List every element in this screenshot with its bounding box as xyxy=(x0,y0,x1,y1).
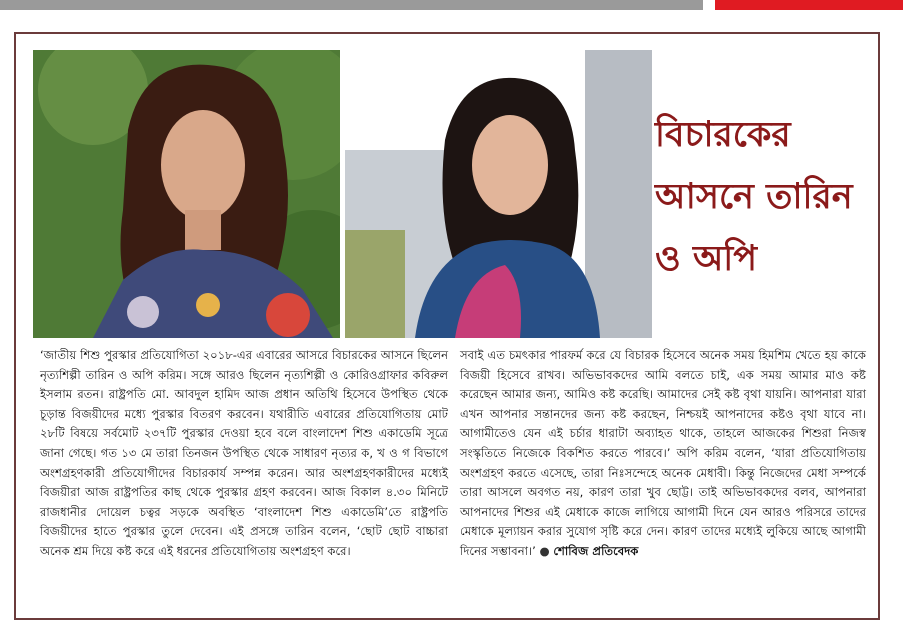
headline-line-3: ও অপি xyxy=(655,239,758,279)
article-body-column-2-text: সবাই এত চমৎকার পারফর্ম করে যে বিচারক হিসেবে অনেক সময় হিমশিম খেতে হয় কাকে বিজয়ী হিসেবে রাখব। অভিভাবকদের আমি বলতে চাই, এক সময় আমার মাও কষ্ট করেছেন আমার জন্য, আমিও কষ্ট করেছি। আমাদের সেই কষ্ট বৃথা যায়নি। আপনারা যারা এখন আপনার সন্তানদের জন্য কষ্ট করছেন, নিশ্চয়ই আপনাদের কষ্টও বৃথা যাবে না। আগামীতেও যেন এই চর্চার ধারাটা অব্যাহত থাকে, তাহলে আজকের শিশুরা নিজস্ব সংস্কৃতিতে নিজেকে বিকশিত করতে পারবে।’ অপি করিম বলেন, ‘যারা প্রতিযোগিতায় অংশগ্রহণ করতে এসেছে, তারা নিঃসন্দেহে অনেক মেধাবী। কিন্তু নিজেদের মেধা সম্পর্কে তারা আসলে অবগত নয়, কারণ তারা খুব ছোট্ট। তাই অভিভাবকদের বলব, আপনারা আপনাদের শিশুর এই মেধাকে কাজে লাগিয়ে আগামী দিনে যেন আরও পরিসরে তাদের মেধাকে মূল্যায়ন করার সুযোগ সৃষ্টি করে দেন। কারণ তাদের মধ্যেই লুকিয়ে আছে আগামী দিনের সম্ভাবনা।’ xyxy=(460,348,866,558)
bullet-icon: ● xyxy=(539,543,550,558)
headline-line-1: বিচারকের xyxy=(655,115,791,155)
headline-line-2: আসনে তারিন xyxy=(655,177,853,217)
article-body-column-2 xyxy=(460,346,866,562)
headline xyxy=(655,104,870,290)
top-rule-gray xyxy=(0,0,703,10)
byline: শোবিজ প্রতিবেদক xyxy=(553,543,639,558)
top-rule-red xyxy=(715,0,903,10)
photo-opi xyxy=(345,50,652,338)
photo-tarin xyxy=(33,50,340,338)
article-body-column-1: ‘জাতীয় শিশু পুরস্কার প্রতিযোগিতা ২০১৮-এর এবারের আসরে বিচারকের আসনে ছিলেন নৃত্যশিল্পী তারিন ও অপি করিম। সঙ্গে আরও ছিলেন নৃত্যশিল্পী ও কোরিওগ্রাফার কবিরুল ইসলাম রতন। রাষ্ট্রপতি মো. আবদুল হামিদ আজ প্রধান অতিথি হিসেবে উপস্থিত থেকে চূড়ান্ত বিজয়ীদের মধ্যে পুরস্কার বিতরণ করবেন। যথারীতি এবারের প্রতিযোগিতায় মোট ২৮টি বিষয়ে সর্বমোট ২৩৭টি পুরস্কার দেওয়া হবে বলে বাংলাদেশ শিশু একাডেমি সূত্রে জানা গেছে। গত ১৩ মে তারা তিনজন উপস্থিত থেকে সাধারণ নৃত্যর ক, খ ও গ বিভাগে অংশগ্রহণকারী প্রতিযোগীদের বিচারকার্য সম্পন্ন করেন। আর অংশগ্রহণকারীদের মধ্যেই বিজয়ীরা আজ রাষ্ট্রপতির কাছ থেকে পুরস্কার গ্রহণ করবেন। আজ বিকাল ৪.৩০ মিনিটে রাজধানীর দোয়েল চত্বর সড়কে অবস্থিত ‘বাংলাদেশ শিশু একাডেমি’তে রাষ্ট্রপতি বিজয়ীদের হাতে পুরস্কার তুলে দেবেন। এই প্রসঙ্গে তারিন বলেন, ‘ছোট ছোট বাচ্চারা অনেক শ্রম দিয়ে কষ্ট করে এই ধরনের প্রতিযোগিতায় অংশগ্রহণ করে। xyxy=(40,348,448,558)
